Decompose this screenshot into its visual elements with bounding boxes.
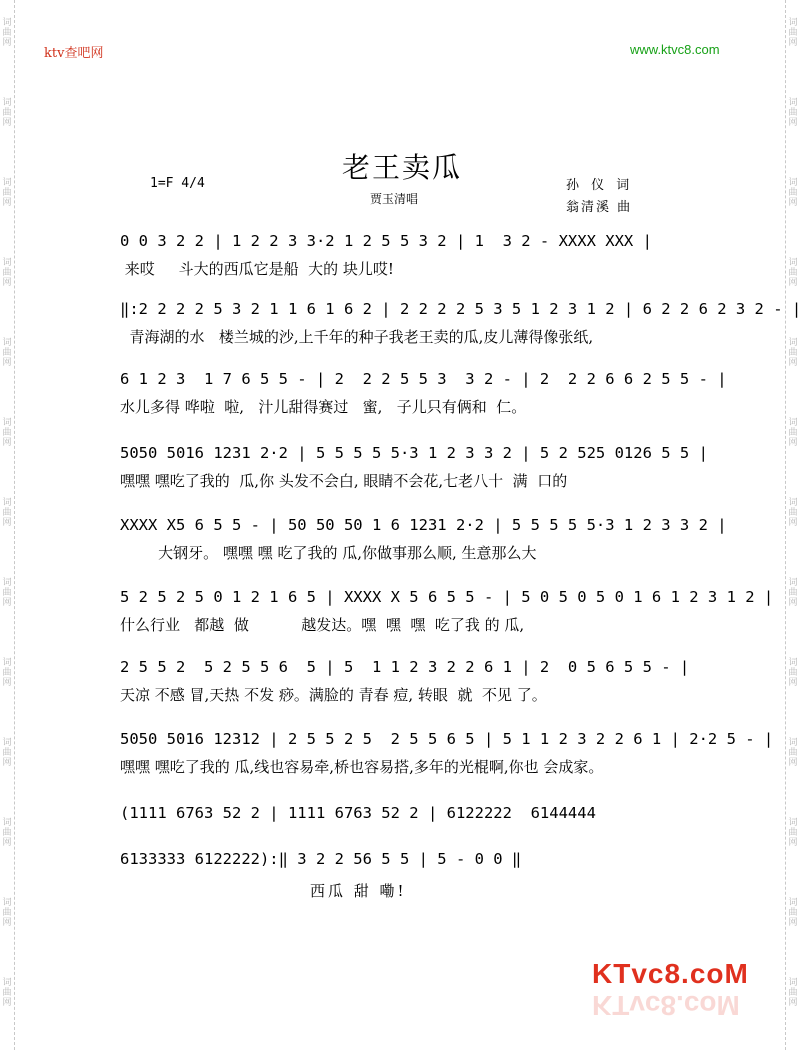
lyric-line: 来哎 斗大的西瓜它是船 大的 块儿哎! xyxy=(120,260,394,278)
side-watermark-label: 词 曲 网 xyxy=(2,498,12,528)
side-watermark-label: 词 曲 网 xyxy=(788,98,798,128)
side-watermark-label: 词 曲 网 xyxy=(788,978,798,1008)
song-title: 老王卖瓜 xyxy=(342,151,463,184)
ktvc8-logo[interactable]: KTvc8.coM xyxy=(592,958,749,989)
site-name-left[interactable]: ktv查吧网 xyxy=(44,46,104,61)
side-watermark-label: 词 曲 网 xyxy=(788,178,798,208)
notation-line: 5050 5016 1231 2·2 | 5 5 5 5 5·3 1 2 3 3 2 | 5 2 525 0126 5 5 | xyxy=(120,440,680,466)
side-watermark-label: 词 曲 网 xyxy=(788,418,798,448)
lyric-line: 嘿嘿 嘿吃了我的 瓜,你 头发不会白, 眼睛不会花,七老八十 满 口的 xyxy=(120,472,568,490)
notation-line: 6133333 6122222):‖ 3 2 2 56 5 5 | 5 - 0 0 ‖ xyxy=(120,846,680,872)
side-watermark-label: 词 曲 网 xyxy=(2,338,12,368)
side-watermark-label: 词 曲 网 xyxy=(788,498,798,528)
notation-line: 5050 5016 12312 | 2 5 5 2 5 2 5 5 6 5 | 5 1 1 2 3 2 2 6 1 | 2·2 5 - | xyxy=(120,726,680,752)
side-watermark-label: 词 曲 网 xyxy=(2,98,12,128)
side-watermark-label: 词 曲 网 xyxy=(788,818,798,848)
notation-line: XXXX X5 6 5 5 - | 50 50 50 1 6 1231 2·2 | 5 5 5 5 5·3 1 2 3 3 2 | xyxy=(120,512,680,538)
side-watermark-label: 词 曲 网 xyxy=(2,738,12,768)
site-url-right[interactable]: www.ktvc8.com xyxy=(630,42,720,57)
lyricist-credit: 孙 仪 词 xyxy=(566,178,634,193)
side-watermark-label: 词 曲 网 xyxy=(788,338,798,368)
lyric-line: 天凉 不感 冒,天热 不发 痧。满脸的 青春 痘, 转眼 就 不见 了。 xyxy=(120,686,547,704)
side-watermark-label: 词 曲 网 xyxy=(788,898,798,928)
notation-line: (1111 6763 52 2 | 1111 6763 52 2 | 6122222 6144444 xyxy=(120,800,680,826)
lyric-line: 水儿多得 哗啦 啦, 汁儿甜得赛过 蜜, 子儿只有俩和 仁。 xyxy=(120,398,527,416)
side-watermark-label: 词 曲 网 xyxy=(2,658,12,688)
side-watermark-label: 词 曲 网 xyxy=(2,258,12,288)
notation-line: 2 5 5 2 5 2 5 5 6 5 | 5 1 1 2 3 2 2 6 1 | 2 0 5 6 5 5 - | xyxy=(120,654,680,680)
left-watermark-strip xyxy=(0,0,15,1050)
side-watermark-label: 词 曲 网 xyxy=(788,18,798,48)
notation-line: ‖:2 2 2 2 5 3 2 1 1 6 1 6 2 | 2 2 2 2 5 3 5 1 2 3 1 2 | 6 2 2 6 2 3 2 - | xyxy=(120,296,680,322)
side-watermark-label: 词 曲 网 xyxy=(788,658,798,688)
right-watermark-strip xyxy=(785,0,800,1050)
side-watermark-label: 词 曲 网 xyxy=(2,18,12,48)
side-watermark-label: 词 曲 网 xyxy=(788,578,798,608)
side-watermark-label: 词 曲 网 xyxy=(2,898,12,928)
key-signature: 1=F 4/4 xyxy=(150,176,205,191)
side-watermark-label: 词 曲 网 xyxy=(2,978,12,1008)
side-watermark-label: 词 曲 网 xyxy=(2,178,12,208)
lyric-line: 青海湖的水 楼兰城的沙,上千年的种子我老王卖的瓜,皮儿薄得像张纸, xyxy=(120,328,594,346)
notation-line: 6 1 2 3 1 7 6 5 5 - | 2 2 2 5 5 3 3 2 - | 2 2 2 6 6 2 5 5 - | xyxy=(120,366,680,392)
lyric-line: 大钢牙。 嘿嘿 嘿 吃了我的 瓜,你做事那么顺, 生意那么大 xyxy=(120,544,537,562)
composer-credit: 翁清溪 曲 xyxy=(566,200,633,215)
lyric-line: 什么行业 都越 做 越发达。嘿 嘿 嘿 吃了我 的 瓜, xyxy=(120,616,525,634)
side-watermark-label: 词 曲 网 xyxy=(788,258,798,288)
side-watermark-label: 词 曲 网 xyxy=(2,578,12,608)
side-watermark-label: 词 曲 网 xyxy=(2,818,12,848)
notation-line: 5 2 5 2 5 0 1 2 1 6 5 | XXXX X 5 6 5 5 - | 5 0 5 0 5 0 1 6 1 2 3 1 2 | xyxy=(120,584,680,610)
ktvc8-logo-reflection: KTvc8.coM xyxy=(592,990,740,1021)
closing-lyric: 西瓜 甜 嘞! xyxy=(310,882,407,900)
notation-line: 0 0 3 2 2 | 1 2 2 3 3·2 1 2 5 5 3 2 | 1 3 2 - XXXX XXX | xyxy=(120,228,680,254)
singer-credit: 贾玉清唱 xyxy=(370,192,419,206)
lyric-line: 嘿嘿 嘿吃了我的 瓜,线也容易牵,桥也容易搭,多年的光棍啊,你也 会成家。 xyxy=(120,758,604,776)
side-watermark-label: 词 曲 网 xyxy=(788,738,798,768)
side-watermark-label: 词 曲 网 xyxy=(2,418,12,448)
